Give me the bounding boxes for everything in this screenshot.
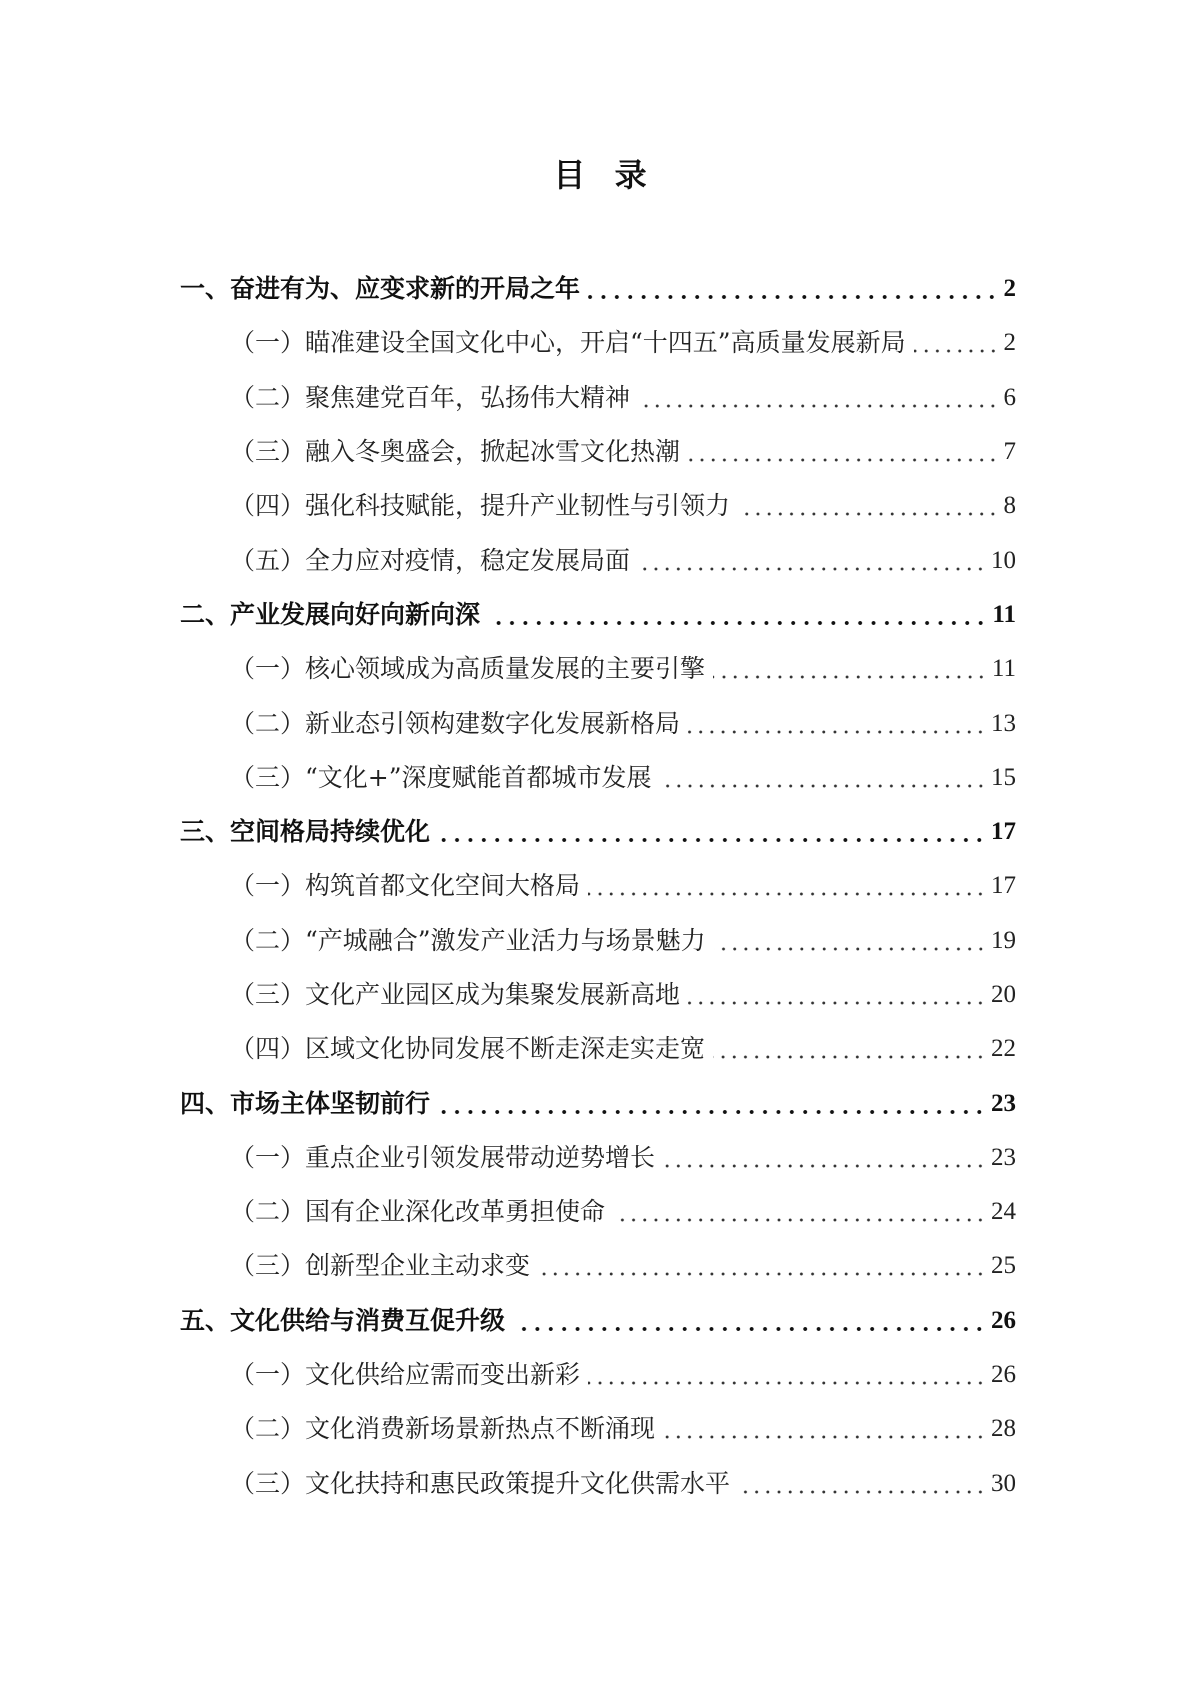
toc-entry-1-1: [180, 316, 1016, 370]
dot-leader: [714, 946, 986, 952]
dot-leader: [688, 1000, 986, 1006]
toc-page-number: 2: [1003, 329, 1016, 357]
toc-entry-5-2: [180, 1402, 1016, 1456]
toc-entry-label: （二）聚焦建党百年，弘扬伟大精神: [230, 382, 631, 412]
toc-page-number: 13: [991, 709, 1016, 737]
toc-entry-4-1: [180, 1131, 1016, 1185]
toc-entry-2-1: [180, 642, 1016, 696]
dot-leader: [513, 1326, 986, 1332]
toc-page-number: 23: [991, 1143, 1016, 1171]
toc-section-label: 五、文化供给与消费互促升级: [180, 1305, 506, 1335]
toc-entry-5-1: [180, 1348, 1016, 1402]
toc-page-number: 15: [991, 763, 1016, 791]
toc-entry-1-5: [180, 533, 1016, 587]
toc-entry-label: （一）重点企业引领发展带动逆势增长: [230, 1142, 656, 1172]
toc-entry-label: （一）构筑首都文化空间大格局: [230, 871, 581, 901]
toc-section-5: [180, 1294, 1016, 1348]
toc-page-number: 24: [991, 1198, 1016, 1226]
toc-section-1: [180, 262, 1016, 316]
dot-leader: [660, 783, 986, 789]
toc-entry-label: （三）文化产业园区成为集聚发展新高地: [230, 980, 681, 1009]
toc-entry-label: （三）文化扶持和惠民政策提升文化供需水平: [230, 1468, 731, 1498]
toc-page-number: 17: [991, 818, 1016, 846]
dot-leader: [688, 729, 986, 735]
toc-section-label: 二、产业发展向好向新向深: [180, 599, 481, 629]
dot-leader: [663, 1434, 986, 1440]
toc-entry-3-4: [180, 1022, 1016, 1076]
toc-page-number: 8: [1003, 492, 1016, 520]
dot-leader: [588, 1380, 986, 1386]
dot-leader: [438, 837, 986, 843]
toc-page-number: 26: [991, 1361, 1016, 1389]
dot-leader: [538, 1271, 986, 1277]
toc-page-number: 23: [991, 1089, 1016, 1117]
toc-entry-4-3: [180, 1239, 1016, 1293]
toc-entry-1-4: [180, 479, 1016, 533]
dot-leader: [914, 348, 999, 354]
toc-entry-2-2: [180, 696, 1016, 750]
dot-leader: [638, 566, 986, 572]
toc-entry-label: （四）区域文化协同发展不断走深走实走宽: [230, 1034, 706, 1064]
toc-section-label: 四、市场主体坚韧前行: [180, 1088, 431, 1118]
toc-entry-label: （二）“产城融合”激发产业活力与场景魅力: [230, 925, 706, 955]
toc-page-number: 25: [991, 1252, 1016, 1280]
toc-section-label: 一、奋进有为、应变求新的开局之年: [180, 274, 581, 304]
toc-page-number: 6: [1003, 383, 1016, 411]
dot-leader: [488, 620, 987, 626]
toc-entry-label: （四）强化科技赋能，提升产业韧性与引领力: [230, 491, 731, 521]
toc-entry-4-2: [180, 1185, 1016, 1239]
toc-entry-label: （三）“文化+”深度赋能首都城市发展: [230, 762, 652, 792]
dot-leader: [588, 294, 998, 300]
toc-entry-label: （五）全力应对疫情，稳定发展局面: [230, 545, 631, 575]
toc-entry-5-3: [180, 1457, 1016, 1511]
toc-page-number: 11: [992, 600, 1016, 628]
toc-entry-label: （二）国有企业深化改革勇担使命: [230, 1197, 606, 1227]
toc-page-number: 30: [991, 1469, 1016, 1497]
toc-page-number: 19: [991, 926, 1016, 954]
toc-entry-label: （一）瞄准建设全国文化中心，开启“十四五”高质量发展新局: [230, 328, 906, 358]
dot-leader: [738, 1489, 986, 1495]
toc-entry-3-1: [180, 859, 1016, 913]
toc-entry-2-3: [180, 751, 1016, 805]
toc-entry-3-2: [180, 914, 1016, 968]
toc-page-number: 26: [991, 1306, 1016, 1334]
dot-leader: [713, 1054, 986, 1060]
dot-leader: [588, 891, 986, 897]
toc-page-number: 11: [991, 655, 1016, 683]
toc-page-number: 17: [991, 872, 1016, 900]
table-of-contents: [180, 262, 1016, 1511]
toc-entry-1-3: [180, 425, 1016, 479]
toc-entry-label: （三）融入冬奥盛会，掀起冰雪文化热潮: [230, 437, 681, 467]
dot-leader: [638, 403, 998, 409]
dot-leader: [613, 1217, 986, 1223]
dot-leader: [713, 674, 987, 680]
toc-page-number: 20: [991, 981, 1016, 1008]
toc-page-number: 2: [1003, 275, 1016, 303]
toc-page-number: 10: [991, 546, 1016, 574]
toc-entry-label: （二）文化消费新场景新热点不断涌现: [230, 1414, 656, 1444]
dot-leader: [438, 1109, 986, 1115]
dot-leader: [663, 1163, 986, 1169]
toc-entry-label: （三）创新型企业主动求变: [230, 1251, 531, 1281]
toc-section-3: [180, 805, 1016, 859]
dot-leader: [738, 511, 998, 517]
toc-page-number: 22: [991, 1035, 1016, 1063]
toc-entry-3-3: [180, 968, 1016, 1022]
page-title: 目 录: [553, 156, 647, 194]
toc-entry-label: （二）新业态引领构建数字化发展新格局: [230, 708, 681, 738]
dot-leader: [688, 457, 998, 463]
toc-entry-1-2: [180, 371, 1016, 425]
toc-page-number: 7: [1003, 438, 1016, 466]
toc-section-label: 三、空间格局持续优化: [180, 817, 431, 847]
toc-page-number: 28: [991, 1415, 1016, 1443]
toc-entry-label: （一）核心领域成为高质量发展的主要引擎: [230, 654, 706, 684]
toc-entry-label: （一）文化供给应需而变出新彩: [230, 1360, 581, 1390]
toc-section-2: [180, 588, 1016, 642]
toc-section-4: [180, 1076, 1016, 1130]
